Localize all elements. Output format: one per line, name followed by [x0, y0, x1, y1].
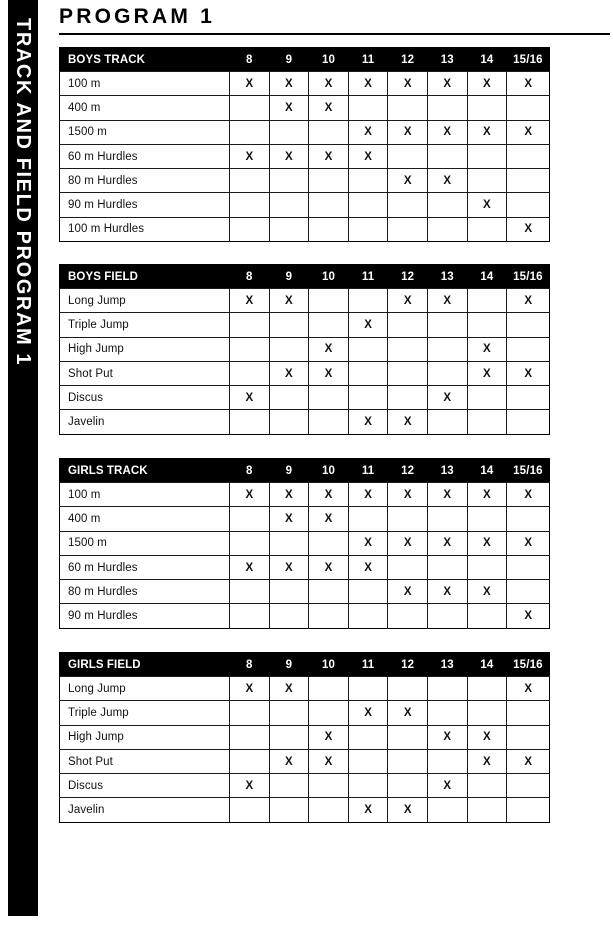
event-age-empty-cell — [388, 217, 428, 241]
age-column-header: 15/16 — [507, 459, 550, 483]
event-age-empty-cell — [309, 169, 349, 193]
age-column-header: 13 — [427, 653, 467, 677]
event-age-mark-cell: X — [309, 749, 349, 773]
event-age-mark-cell: X — [388, 798, 428, 822]
event-age-mark-cell: X — [388, 410, 428, 434]
age-column-header: 8 — [230, 459, 270, 483]
event-age-mark-cell: X — [309, 72, 349, 96]
event-name-cell: 1500 m — [60, 531, 230, 555]
table-row — [60, 701, 550, 725]
page-title: PROGRAM 1 — [59, 5, 215, 28]
event-age-empty-cell — [388, 96, 428, 120]
event-name-cell: 100 m Hurdles — [60, 217, 230, 241]
event-age-mark-cell: X — [230, 555, 270, 579]
event-name-cell: 400 m — [60, 96, 230, 120]
event-age-empty-cell — [269, 193, 309, 217]
event-age-empty-cell — [230, 507, 270, 531]
event-age-empty-cell — [427, 555, 467, 579]
table-row — [60, 193, 550, 217]
event-age-empty-cell — [507, 507, 550, 531]
event-age-empty-cell — [388, 144, 428, 168]
event-age-empty-cell — [348, 386, 388, 410]
age-column-header: 12 — [388, 48, 428, 72]
age-column-header: 8 — [230, 653, 270, 677]
event-age-mark-cell: X — [467, 193, 507, 217]
event-age-empty-cell — [269, 386, 309, 410]
event-name-cell: 1500 m — [60, 120, 230, 144]
event-age-empty-cell — [269, 774, 309, 798]
age-column-header: 12 — [388, 653, 428, 677]
event-age-mark-cell: X — [427, 580, 467, 604]
table-row — [60, 144, 550, 168]
event-name-cell: 80 m Hurdles — [60, 580, 230, 604]
table-row — [60, 555, 550, 579]
age-column-header: 12 — [388, 265, 428, 289]
event-age-empty-cell — [427, 604, 467, 628]
program-table — [59, 264, 550, 435]
event-age-empty-cell — [230, 120, 270, 144]
event-age-empty-cell — [507, 386, 550, 410]
event-name-cell: Javelin — [60, 410, 230, 434]
event-age-mark-cell: X — [348, 798, 388, 822]
program-table — [59, 458, 550, 629]
table-row — [60, 725, 550, 749]
event-age-mark-cell: X — [467, 120, 507, 144]
event-age-empty-cell — [309, 193, 349, 217]
event-age-empty-cell — [269, 313, 309, 337]
event-age-empty-cell — [309, 604, 349, 628]
page-content — [59, 0, 613, 925]
event-age-empty-cell — [230, 798, 270, 822]
event-age-mark-cell: X — [348, 483, 388, 507]
table-row — [60, 604, 550, 628]
event-age-empty-cell — [427, 410, 467, 434]
age-column-header: 13 — [427, 265, 467, 289]
event-age-mark-cell: X — [309, 96, 349, 120]
event-age-empty-cell — [269, 120, 309, 144]
table-title: BOYS TRACK — [60, 48, 230, 72]
event-age-mark-cell: X — [467, 337, 507, 361]
event-age-mark-cell: X — [467, 725, 507, 749]
age-column-header: 9 — [269, 48, 309, 72]
event-age-empty-cell — [269, 701, 309, 725]
table-row — [60, 410, 550, 434]
event-age-empty-cell — [230, 193, 270, 217]
event-age-empty-cell — [348, 774, 388, 798]
event-age-mark-cell: X — [388, 483, 428, 507]
event-age-empty-cell — [427, 749, 467, 773]
event-age-empty-cell — [230, 337, 270, 361]
event-age-mark-cell: X — [388, 72, 428, 96]
event-age-empty-cell — [269, 410, 309, 434]
event-age-mark-cell: X — [348, 144, 388, 168]
age-column-header: 11 — [348, 48, 388, 72]
event-age-empty-cell — [388, 507, 428, 531]
event-age-mark-cell: X — [230, 677, 270, 701]
event-age-empty-cell — [388, 604, 428, 628]
event-age-mark-cell: X — [388, 701, 428, 725]
age-column-header: 9 — [269, 459, 309, 483]
event-age-empty-cell — [467, 169, 507, 193]
event-age-mark-cell: X — [388, 289, 428, 313]
event-age-empty-cell — [388, 193, 428, 217]
event-age-empty-cell — [269, 725, 309, 749]
event-age-mark-cell: X — [507, 749, 550, 773]
event-age-empty-cell — [427, 313, 467, 337]
table-row — [60, 217, 550, 241]
event-age-empty-cell — [507, 774, 550, 798]
event-age-empty-cell — [309, 289, 349, 313]
event-age-mark-cell: X — [269, 749, 309, 773]
age-column-header: 9 — [269, 265, 309, 289]
event-age-empty-cell — [507, 169, 550, 193]
event-age-mark-cell: X — [348, 701, 388, 725]
event-age-mark-cell: X — [507, 120, 550, 144]
event-age-mark-cell: X — [467, 749, 507, 773]
table-header-row — [60, 48, 550, 72]
age-column-header: 10 — [309, 653, 349, 677]
event-age-empty-cell — [309, 120, 349, 144]
event-age-mark-cell: X — [467, 361, 507, 385]
table-title: GIRLS TRACK — [60, 459, 230, 483]
event-name-cell: High Jump — [60, 725, 230, 749]
event-age-empty-cell — [348, 193, 388, 217]
event-name-cell: 90 m Hurdles — [60, 604, 230, 628]
event-age-empty-cell — [388, 725, 428, 749]
event-age-empty-cell — [269, 531, 309, 555]
event-age-empty-cell — [467, 507, 507, 531]
event-age-empty-cell — [230, 96, 270, 120]
event-age-empty-cell — [467, 96, 507, 120]
table-row — [60, 798, 550, 822]
table-row — [60, 774, 550, 798]
event-age-mark-cell: X — [348, 72, 388, 96]
event-age-mark-cell: X — [269, 72, 309, 96]
event-age-empty-cell — [348, 289, 388, 313]
event-name-cell: Shot Put — [60, 749, 230, 773]
event-age-mark-cell: X — [388, 120, 428, 144]
event-age-empty-cell — [388, 749, 428, 773]
event-age-mark-cell: X — [309, 483, 349, 507]
age-column-header: 15/16 — [507, 48, 550, 72]
event-age-mark-cell: X — [230, 774, 270, 798]
table-header-row — [60, 653, 550, 677]
event-age-mark-cell: X — [427, 169, 467, 193]
event-age-empty-cell — [507, 193, 550, 217]
age-column-header: 11 — [348, 653, 388, 677]
event-age-mark-cell: X — [507, 604, 550, 628]
event-name-cell: Long Jump — [60, 677, 230, 701]
event-age-empty-cell — [309, 313, 349, 337]
event-age-empty-cell — [230, 410, 270, 434]
event-age-mark-cell: X — [348, 120, 388, 144]
program-table — [59, 47, 550, 242]
event-name-cell: 100 m — [60, 72, 230, 96]
event-age-mark-cell: X — [269, 483, 309, 507]
event-age-empty-cell — [309, 531, 349, 555]
event-age-mark-cell: X — [427, 72, 467, 96]
table-row — [60, 289, 550, 313]
event-age-empty-cell — [348, 725, 388, 749]
event-age-mark-cell: X — [269, 96, 309, 120]
table-row — [60, 580, 550, 604]
event-age-empty-cell — [507, 555, 550, 579]
event-age-empty-cell — [348, 580, 388, 604]
age-column-header: 11 — [348, 459, 388, 483]
title-underline-rule — [59, 33, 610, 35]
event-age-empty-cell — [427, 507, 467, 531]
event-age-empty-cell — [348, 677, 388, 701]
event-age-empty-cell — [388, 774, 428, 798]
event-age-empty-cell — [507, 144, 550, 168]
event-age-empty-cell — [388, 386, 428, 410]
table-row — [60, 749, 550, 773]
event-age-empty-cell — [348, 96, 388, 120]
vertical-sidebar-banner — [8, 0, 38, 916]
table-row — [60, 507, 550, 531]
age-column-header: 10 — [309, 265, 349, 289]
age-column-header: 15/16 — [507, 265, 550, 289]
event-name-cell: 100 m — [60, 483, 230, 507]
age-column-header: 11 — [348, 265, 388, 289]
event-age-empty-cell — [427, 96, 467, 120]
age-column-header: 8 — [230, 265, 270, 289]
table-row — [60, 531, 550, 555]
event-age-mark-cell: X — [467, 483, 507, 507]
event-age-empty-cell — [467, 313, 507, 337]
event-name-cell: 80 m Hurdles — [60, 169, 230, 193]
age-column-header: 8 — [230, 48, 270, 72]
event-age-mark-cell: X — [467, 580, 507, 604]
event-age-empty-cell — [348, 337, 388, 361]
event-age-empty-cell — [309, 798, 349, 822]
event-age-empty-cell — [427, 677, 467, 701]
event-age-empty-cell — [467, 798, 507, 822]
event-age-empty-cell — [507, 798, 550, 822]
table-header-row — [60, 459, 550, 483]
event-age-empty-cell — [467, 774, 507, 798]
event-age-empty-cell — [269, 798, 309, 822]
age-column-header: 12 — [388, 459, 428, 483]
event-age-mark-cell: X — [507, 483, 550, 507]
event-age-empty-cell — [269, 337, 309, 361]
event-age-mark-cell: X — [427, 386, 467, 410]
table-header-row — [60, 265, 550, 289]
event-age-mark-cell: X — [427, 120, 467, 144]
table-row — [60, 169, 550, 193]
event-age-empty-cell — [269, 604, 309, 628]
event-age-mark-cell: X — [230, 483, 270, 507]
event-age-empty-cell — [348, 169, 388, 193]
event-age-empty-cell — [230, 580, 270, 604]
event-age-mark-cell: X — [427, 774, 467, 798]
event-name-cell: Javelin — [60, 798, 230, 822]
event-age-empty-cell — [507, 337, 550, 361]
event-name-cell: Triple Jump — [60, 701, 230, 725]
event-name-cell: Discus — [60, 774, 230, 798]
event-age-empty-cell — [309, 217, 349, 241]
program-table — [59, 652, 550, 823]
event-age-empty-cell — [348, 749, 388, 773]
event-age-empty-cell — [230, 531, 270, 555]
event-age-mark-cell: X — [507, 361, 550, 385]
table-row — [60, 313, 550, 337]
event-age-mark-cell: X — [269, 555, 309, 579]
table-row — [60, 677, 550, 701]
event-age-empty-cell — [427, 337, 467, 361]
event-age-mark-cell: X — [427, 289, 467, 313]
event-age-mark-cell: X — [309, 361, 349, 385]
event-age-empty-cell — [309, 701, 349, 725]
event-age-mark-cell: X — [507, 289, 550, 313]
table-row — [60, 337, 550, 361]
age-column-header: 14 — [467, 459, 507, 483]
event-age-empty-cell — [467, 677, 507, 701]
event-age-mark-cell: X — [467, 531, 507, 555]
event-name-cell: 60 m Hurdles — [60, 555, 230, 579]
event-age-empty-cell — [230, 604, 270, 628]
event-age-empty-cell — [507, 313, 550, 337]
event-age-empty-cell — [388, 313, 428, 337]
event-age-mark-cell: X — [507, 217, 550, 241]
event-name-cell: Discus — [60, 386, 230, 410]
event-name-cell: Shot Put — [60, 361, 230, 385]
event-age-empty-cell — [230, 701, 270, 725]
event-age-mark-cell: X — [309, 725, 349, 749]
event-age-empty-cell — [427, 217, 467, 241]
event-age-empty-cell — [230, 169, 270, 193]
event-age-empty-cell — [309, 386, 349, 410]
event-age-mark-cell: X — [507, 72, 550, 96]
age-column-header: 15/16 — [507, 653, 550, 677]
event-age-empty-cell — [348, 507, 388, 531]
event-age-mark-cell: X — [388, 169, 428, 193]
event-age-mark-cell: X — [309, 555, 349, 579]
event-age-mark-cell: X — [230, 386, 270, 410]
table-title: BOYS FIELD — [60, 265, 230, 289]
event-age-mark-cell: X — [269, 361, 309, 385]
event-age-empty-cell — [507, 96, 550, 120]
age-column-header: 14 — [467, 653, 507, 677]
sidebar-title-vertical: TRACK AND FIELD PROGRAM 1 — [12, 18, 34, 367]
event-age-mark-cell: X — [269, 677, 309, 701]
event-age-empty-cell — [388, 555, 428, 579]
age-column-header: 10 — [309, 48, 349, 72]
event-age-empty-cell — [467, 144, 507, 168]
event-age-mark-cell: X — [348, 555, 388, 579]
table-row — [60, 120, 550, 144]
event-age-empty-cell — [269, 580, 309, 604]
event-age-mark-cell: X — [427, 725, 467, 749]
event-age-mark-cell: X — [269, 507, 309, 531]
event-age-mark-cell: X — [269, 144, 309, 168]
event-age-empty-cell — [507, 580, 550, 604]
event-age-empty-cell — [507, 701, 550, 725]
event-age-empty-cell — [348, 604, 388, 628]
event-age-empty-cell — [467, 604, 507, 628]
event-age-empty-cell — [269, 217, 309, 241]
event-age-empty-cell — [230, 725, 270, 749]
event-age-empty-cell — [388, 677, 428, 701]
event-age-mark-cell: X — [269, 289, 309, 313]
event-age-empty-cell — [309, 580, 349, 604]
event-age-empty-cell — [309, 774, 349, 798]
table-row — [60, 96, 550, 120]
event-name-cell: 60 m Hurdles — [60, 144, 230, 168]
table-row — [60, 361, 550, 385]
event-age-empty-cell — [309, 677, 349, 701]
event-age-empty-cell — [467, 289, 507, 313]
event-age-empty-cell — [507, 410, 550, 434]
event-age-empty-cell — [230, 313, 270, 337]
event-age-mark-cell: X — [388, 531, 428, 555]
event-age-empty-cell — [467, 555, 507, 579]
event-age-empty-cell — [388, 361, 428, 385]
event-age-empty-cell — [230, 749, 270, 773]
age-column-header: 9 — [269, 653, 309, 677]
age-column-header: 14 — [467, 48, 507, 72]
event-age-mark-cell: X — [309, 337, 349, 361]
event-age-empty-cell — [467, 410, 507, 434]
event-age-empty-cell — [427, 701, 467, 725]
event-age-mark-cell: X — [467, 72, 507, 96]
event-age-mark-cell: X — [388, 580, 428, 604]
event-age-mark-cell: X — [309, 507, 349, 531]
event-age-mark-cell: X — [507, 531, 550, 555]
event-age-mark-cell: X — [230, 289, 270, 313]
event-age-empty-cell — [427, 361, 467, 385]
event-age-empty-cell — [309, 410, 349, 434]
table-title: GIRLS FIELD — [60, 653, 230, 677]
event-age-empty-cell — [230, 217, 270, 241]
event-age-empty-cell — [230, 361, 270, 385]
event-name-cell: Triple Jump — [60, 313, 230, 337]
table-row — [60, 483, 550, 507]
age-column-header: 13 — [427, 459, 467, 483]
event-name-cell: High Jump — [60, 337, 230, 361]
event-name-cell: Long Jump — [60, 289, 230, 313]
event-age-empty-cell — [388, 337, 428, 361]
event-age-empty-cell — [467, 701, 507, 725]
event-age-empty-cell — [348, 217, 388, 241]
event-age-empty-cell — [427, 144, 467, 168]
event-age-empty-cell — [427, 193, 467, 217]
table-row — [60, 386, 550, 410]
event-age-mark-cell: X — [427, 483, 467, 507]
event-age-mark-cell: X — [348, 531, 388, 555]
age-column-header: 13 — [427, 48, 467, 72]
event-age-mark-cell: X — [230, 72, 270, 96]
event-age-empty-cell — [348, 361, 388, 385]
event-age-mark-cell: X — [507, 677, 550, 701]
event-age-mark-cell: X — [427, 531, 467, 555]
event-age-empty-cell — [269, 169, 309, 193]
event-age-empty-cell — [427, 798, 467, 822]
event-name-cell: 90 m Hurdles — [60, 193, 230, 217]
event-age-empty-cell — [467, 386, 507, 410]
table-row — [60, 72, 550, 96]
event-age-empty-cell — [467, 217, 507, 241]
event-age-mark-cell: X — [348, 410, 388, 434]
age-column-header: 14 — [467, 265, 507, 289]
age-column-header: 10 — [309, 459, 349, 483]
event-age-mark-cell: X — [309, 144, 349, 168]
event-name-cell: 400 m — [60, 507, 230, 531]
event-age-mark-cell: X — [230, 144, 270, 168]
event-age-mark-cell: X — [348, 313, 388, 337]
event-age-empty-cell — [507, 725, 550, 749]
